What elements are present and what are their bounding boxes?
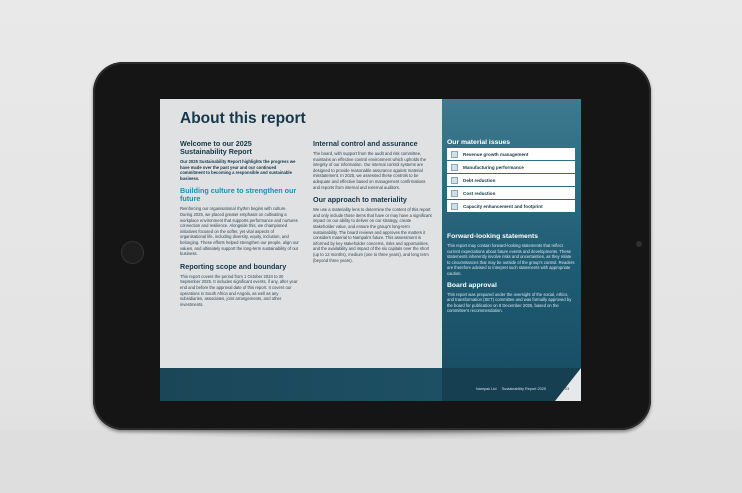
scope-heading: Reporting scope and boundary xyxy=(180,261,287,271)
culture-body: Reinforcing our organisational rhythm begins with culture. During 2025, we placed greater emphasis on cultivating a workplace environment that supports performance and nurtures connection and resilience. Alongside this, we championed initiatives focused on the softer, yet vital aspects of organisational life, including diversity, equity, inclusion, and belonging. These efforts helped strengthen our people, align our values, and ultimately support the long-term sustainability of our business. xyxy=(180,206,299,257)
material-issue-label: Manufacturing performance xyxy=(463,164,524,170)
growth-chart-icon xyxy=(451,151,458,158)
material-issue-item xyxy=(447,200,575,212)
culture-heading: Building culture to strengthen our future xyxy=(180,186,297,204)
scope-body: This report covers the period from 1 October 2024 to 30 September 2025. It includes significant events, if any, after year end and before the approval date of this report. It covers our operations in South Africa and Angola, as well as any subsidiaries, associates, joint arrangements, and other investments. xyxy=(180,273,298,307)
footer-band-left xyxy=(160,368,442,401)
footer-report: Sustainability Report 2025 xyxy=(501,387,546,391)
approval-heading: Board approval xyxy=(447,281,497,289)
forward-heading: Forward-looking statements xyxy=(447,233,539,240)
tablet-screen xyxy=(160,99,581,401)
home-button-icon xyxy=(121,241,144,264)
welcome-lead: Our 2025 Sustainability Report highlights the progress we have made over the past year and our continued commitment to becoming a responsible and sustainable business. xyxy=(180,159,296,181)
right-column-text xyxy=(447,233,575,319)
footer-company: Nampak Ltd xyxy=(476,387,497,391)
capacity-icon xyxy=(451,203,458,210)
footer-text xyxy=(476,387,546,391)
material-issue-label: Revenue growth management xyxy=(463,151,529,157)
material-issues-list xyxy=(447,148,575,213)
column-2 xyxy=(313,140,433,269)
cost-icon xyxy=(451,190,458,197)
material-issue-item xyxy=(447,187,575,199)
forward-body: This report may contain forward-looking statements that reflect current expectations about future events and developments. These statements inherently involve risks and uncertainties, as they relate to circumstances that may be outside of the group's control. Readers are therefore advised to interpret such statements with appropriate caution. xyxy=(447,243,575,276)
control-heading: Internal control and assurance xyxy=(313,139,418,148)
material-issue-item xyxy=(447,161,575,173)
material-issue-label: Cost reduction xyxy=(463,190,496,196)
material-issue-item xyxy=(447,148,575,160)
control-body: The board, with support from the audit and risk committee, maintains an effective control environment which upholds the integrity of our information. Our internal control systems are designed to provide reasonable assurance against material misstatement. In 2025, we assessed these controls to be adequate and effective based on management confirmations and reports from internal and external auditors. xyxy=(313,151,427,190)
approval-body: This report was prepared under the oversight of the social, ethics, and transformation (SET) committee and was formally approved by the board for publication on 8 December 2025, based on the committee's recommendation. xyxy=(447,291,572,314)
material-issues-heading: Our material issues xyxy=(447,139,511,146)
material-issue-label: Capacity enhancement and footprint xyxy=(463,203,543,209)
debt-chart-icon xyxy=(451,177,458,184)
material-issue-item xyxy=(447,174,575,186)
column-1 xyxy=(180,140,300,313)
welcome-heading: Welcome to our 2025 Sustainability Report xyxy=(180,139,252,156)
page-title: About this report xyxy=(180,110,306,127)
materiality-body: We use a materiality lens to determine the content of this report and only include those items that have or may have a significant impact on our ability to deliver on our strategy, create stakeholder value, and ensure the group's long-term sustainability. The board reviews and approves the matters it considers material to Nampak's future. This assessment is informed by key stakeholder concerns, risks and opportunities, and the availability and impact of the six capitals over the short (up to 12 months), medium (one to three years), and long term (beyond three years). xyxy=(313,207,432,263)
material-issue-label: Debt reduction xyxy=(463,177,496,183)
page-number: 03 xyxy=(565,387,570,391)
camera-icon xyxy=(636,241,642,247)
materiality-heading: Our approach to materiality xyxy=(313,195,407,205)
factory-icon xyxy=(451,164,458,171)
